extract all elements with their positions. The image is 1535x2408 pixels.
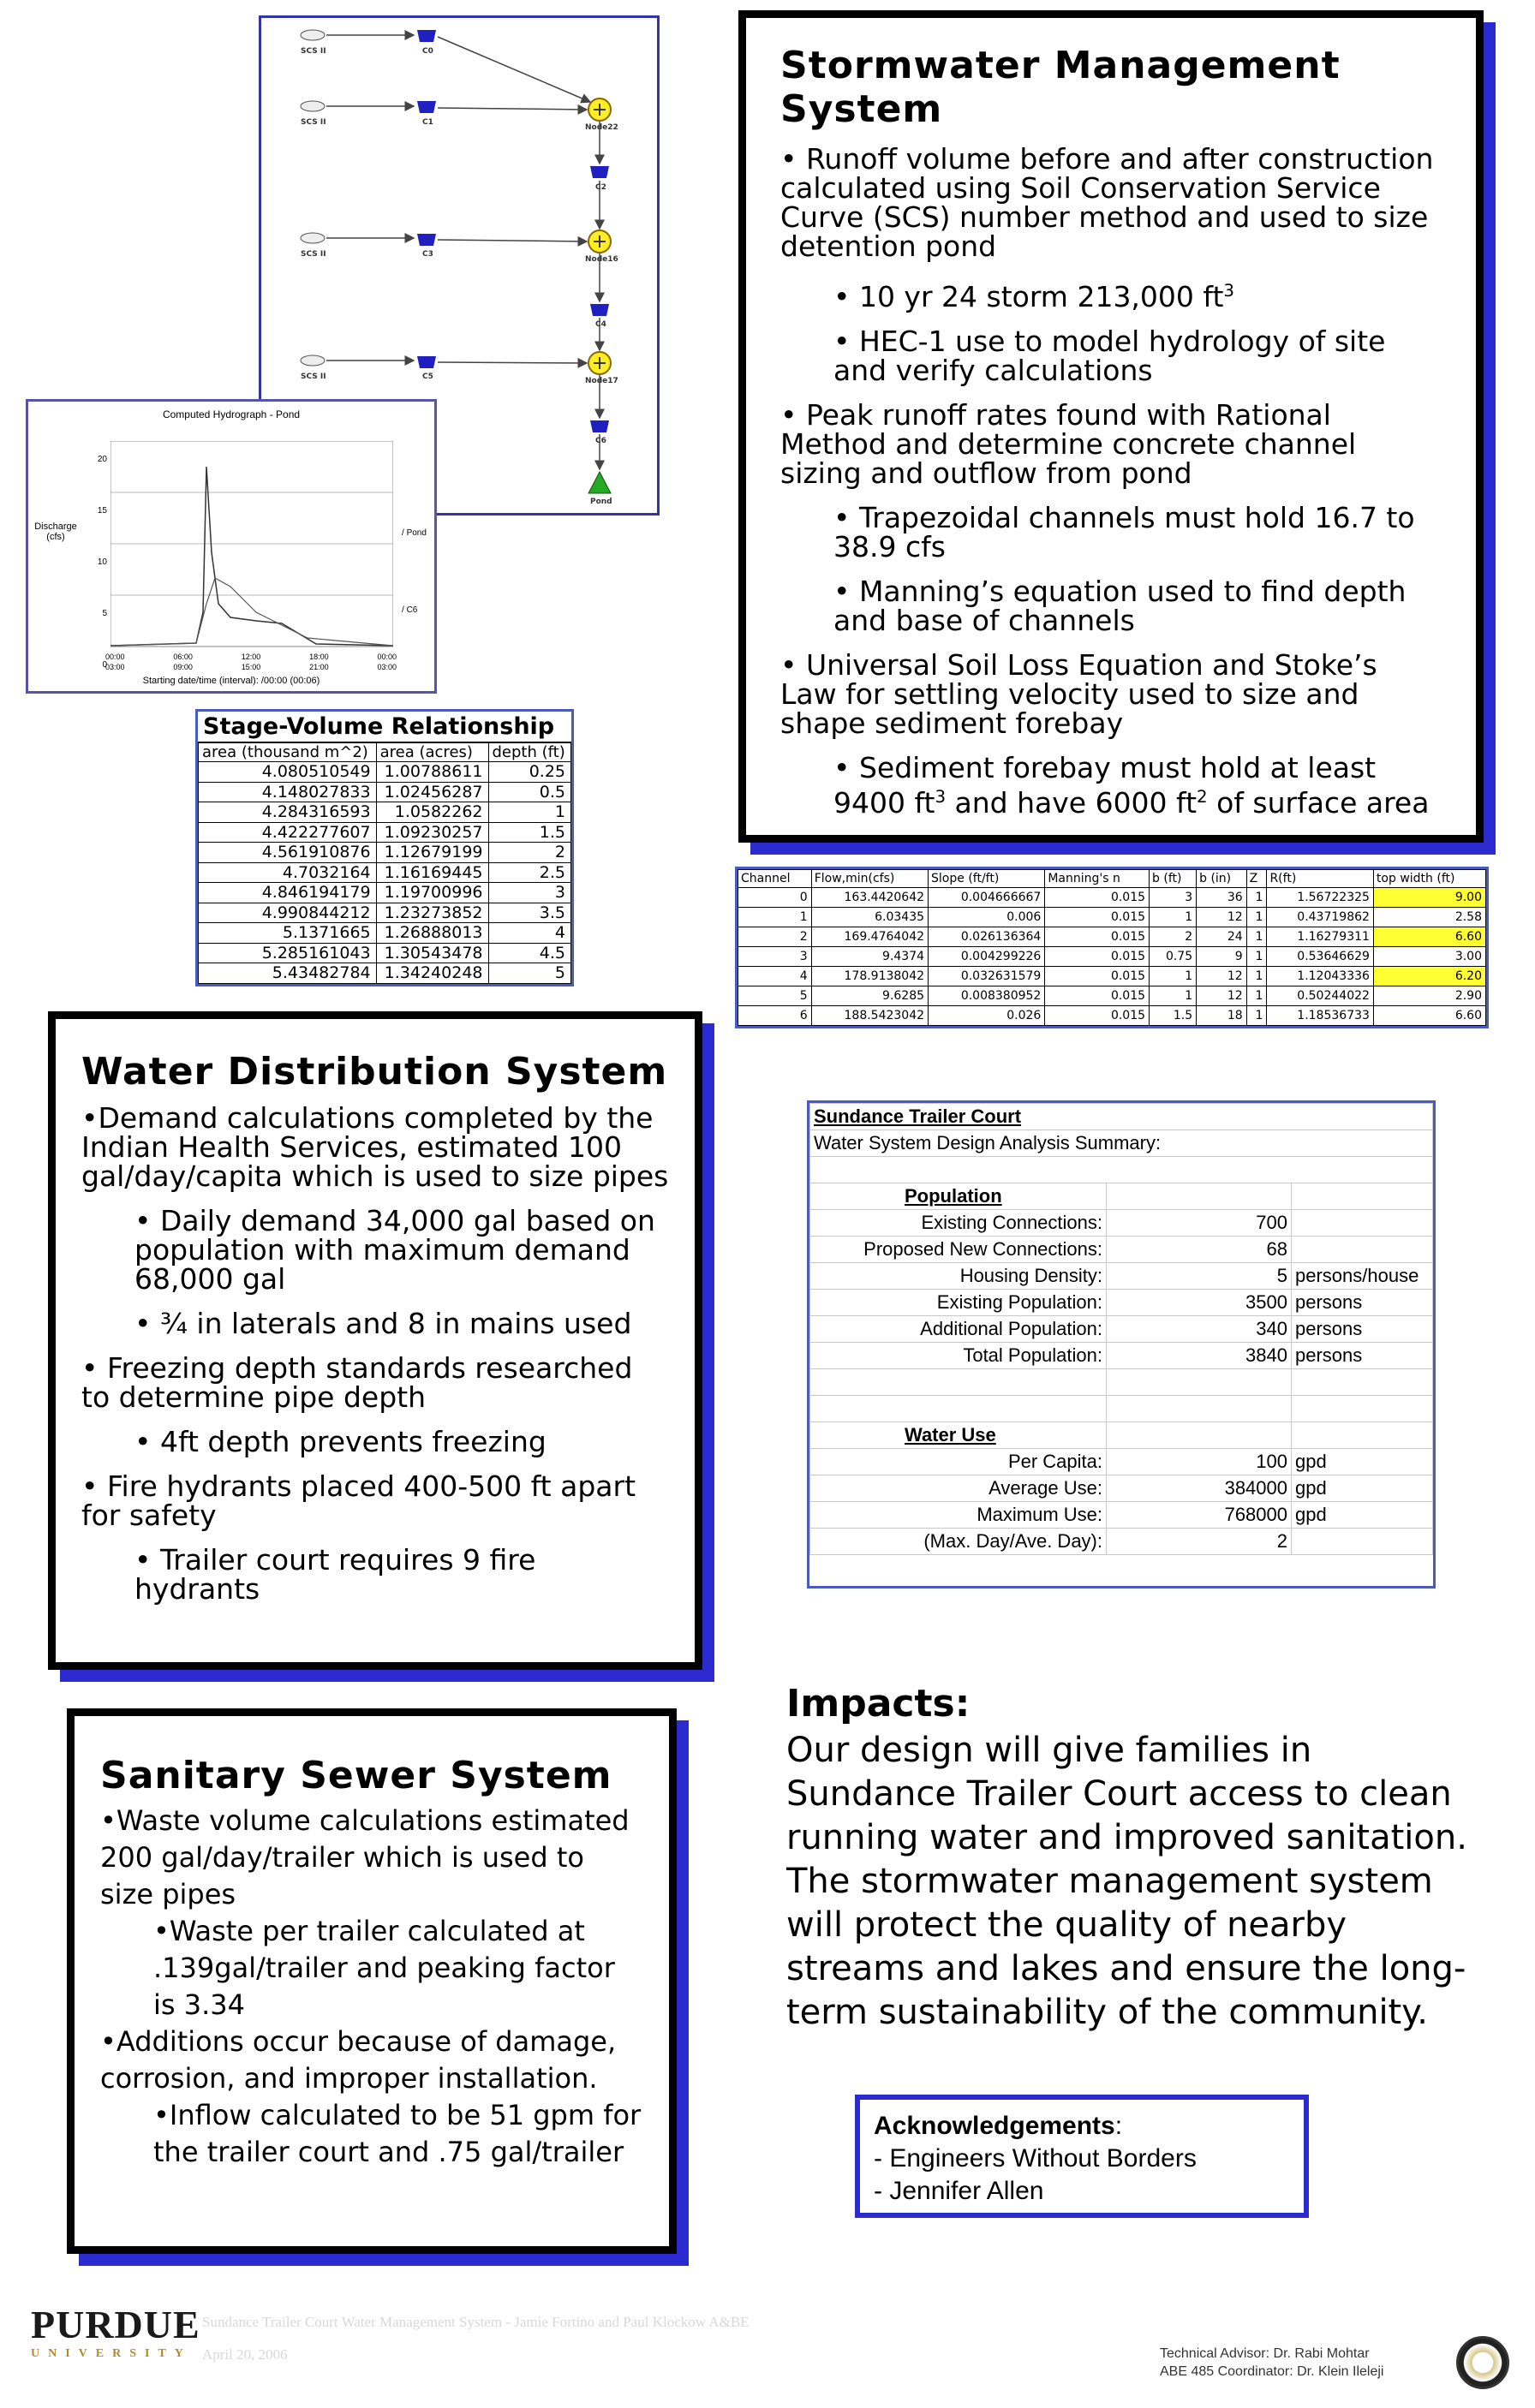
table-cell: 1.19700996: [376, 883, 488, 903]
table-row: [810, 1183, 1433, 1210]
advisors: [1160, 2345, 1383, 2381]
reach-label: C4: [595, 320, 606, 329]
row-label: (Max. Day/Ave. Day):: [810, 1529, 1107, 1555]
column-header: area (thousand m^2): [199, 743, 377, 762]
subbasin-label: SCS II: [301, 373, 326, 381]
table-row: [199, 782, 571, 802]
department-seal-icon: [1456, 2336, 1509, 2389]
table-cell: 2.58: [1373, 908, 1485, 927]
superscript: 3: [1223, 281, 1234, 301]
table-cell: 6.03435: [811, 908, 928, 927]
ytick-label: 15: [97, 506, 107, 516]
column-header: b (ft): [1150, 870, 1197, 888]
sub-bullet: [780, 277, 1442, 312]
table-cell: 0.032631579: [929, 967, 1045, 986]
stage-volume-table: [195, 709, 574, 986]
row-unit: gpd: [1292, 1449, 1433, 1475]
ytick-label: 5: [102, 609, 107, 618]
sub-bullet: • HEC-1 use to model hydrology of site and verify calculations: [833, 325, 1386, 387]
table-row: [810, 1157, 1433, 1183]
table-row: [810, 1210, 1433, 1237]
ytick-label: 20: [97, 455, 107, 464]
series-line-pond: [110, 467, 393, 646]
row-label: Proposed New Connections:: [810, 1237, 1107, 1263]
table-row: [810, 1263, 1433, 1290]
row-unit: [1292, 1210, 1433, 1237]
xtick-label: 03:00: [377, 663, 397, 671]
acknowledgement-item: - Engineers Without Borders: [874, 2144, 1197, 2173]
row-unit: [1292, 1237, 1433, 1263]
table-cell: 1.00788611: [376, 762, 488, 783]
outlet-label: Pond: [590, 498, 612, 506]
acknowledgement-item: - Jennifer Allen: [874, 2177, 1044, 2205]
table-cell: 1.16169445: [376, 862, 488, 883]
table-cell: 4.5: [488, 943, 571, 963]
table-cell: 0.015: [1045, 967, 1150, 986]
table-row: [199, 943, 571, 963]
table-cell: 1: [1246, 1006, 1267, 1026]
column-header: area (acres): [376, 743, 488, 762]
table-cell: 1.02456287: [376, 782, 488, 802]
acknowledgements-title: Acknowledgements: [874, 2112, 1115, 2140]
table-cell: 3: [488, 883, 571, 903]
sub-bullet: • Daily demand 34,000 gal based on population with maximum demand 68,000 gal: [134, 1204, 655, 1296]
column-header: Z: [1246, 870, 1267, 888]
legend-c6: / C6: [402, 605, 418, 615]
hydrograph-xticks: [105, 653, 397, 661]
subbasin-label: SCS II: [301, 118, 326, 127]
channel-table: [735, 867, 1489, 1028]
column-header: top width (ft): [1373, 870, 1485, 888]
table-header-row: [738, 870, 1486, 888]
table-cell: 1.5: [1150, 1006, 1197, 1026]
table-row: [199, 963, 571, 984]
impacts-title: Impacts:: [786, 1682, 971, 1726]
channel-grid: [738, 869, 1486, 1026]
hydrograph-ylabel: Discharge (cfs): [34, 522, 77, 542]
legend-label: C6: [406, 605, 418, 615]
row-label: Additional Population:: [810, 1316, 1107, 1343]
row-unit: persons: [1292, 1316, 1433, 1343]
table-cell: 2.5: [488, 862, 571, 883]
table-cell: 9.4374: [811, 947, 928, 967]
table-cell: [1292, 1422, 1433, 1449]
table-cell: 2: [738, 927, 812, 947]
table-row: [199, 802, 571, 823]
bullet: • Fire hydrants placed 400-500 ft apart for safety: [81, 1469, 636, 1532]
reach-label: C2: [595, 183, 606, 192]
row-label: Average Use:: [810, 1475, 1107, 1502]
table-cell: 36: [1197, 888, 1247, 908]
table-cell: 12: [1197, 908, 1247, 927]
table-row: [810, 1343, 1433, 1369]
bullet: •Additions occur because of damage, corrosion, and improper installation.: [100, 2025, 617, 2095]
purdue-logo: [31, 2302, 200, 2361]
table-cell: 5.1371665: [199, 923, 377, 944]
table-cell: 1: [1246, 967, 1267, 986]
table-cell: 2: [1150, 927, 1197, 947]
hydrograph-title: Computed Hydrograph - Pond: [162, 408, 301, 420]
logo-subtitle: UNIVERSITY: [31, 2347, 192, 2360]
table-cell: 6.20: [1373, 967, 1485, 986]
project-line: Sundance Trailer Court Water Management System - Jamie Fortino and Paul Klockow A&BE: [202, 2314, 750, 2330]
table-cell: 1.30543478: [376, 943, 488, 963]
table-cell: 4.561910876: [199, 843, 377, 863]
bullet-text: of surface area: [1207, 786, 1430, 820]
table-cell: 6.60: [1373, 1006, 1485, 1026]
xtick-label: 18:00: [309, 653, 329, 661]
table-row: [199, 843, 571, 863]
row-value: 3840: [1107, 1343, 1292, 1369]
row-label: Maximum Use:: [810, 1502, 1107, 1529]
reach-label: C3: [422, 250, 433, 259]
hydrograph-plot: [110, 441, 393, 650]
table-cell: 18: [1197, 1006, 1247, 1026]
table-cell: 0.026136364: [929, 927, 1045, 947]
row-unit: gpd: [1292, 1502, 1433, 1529]
table-cell: 4.422277607: [199, 822, 377, 843]
table-row: [199, 923, 571, 944]
reach-label: C6: [595, 437, 606, 445]
table-cell: 0.50244022: [1267, 986, 1373, 1006]
xtick-label: 00:00: [105, 653, 125, 661]
junction-label: Node17: [585, 377, 618, 385]
table-cell: 3.5: [488, 903, 571, 923]
sub-bullet: • 4ft depth prevents freezing: [134, 1425, 547, 1458]
bullet-text: • 10 yr 24 storm 213,000 ft: [833, 280, 1224, 313]
table-cell: [1107, 1369, 1292, 1396]
table-cell: 0.026: [929, 1006, 1045, 1026]
xtick-label: 12:00: [241, 653, 261, 661]
table-cell: 178.9138042: [811, 967, 928, 986]
table-row: [199, 883, 571, 903]
table-cell: 169.4764042: [811, 927, 928, 947]
poster-date: April 20, 2006: [202, 2346, 288, 2363]
row-label: Per Capita:: [810, 1449, 1107, 1475]
water-summary-grid: [809, 1103, 1433, 1555]
table-cell: 4: [488, 923, 571, 944]
row-unit: persons/house: [1292, 1263, 1433, 1290]
bullet: •Demand calculations completed by the Indian Health Services, estimated 100 gal/day/capita which is used to size pipes: [81, 1101, 669, 1193]
sheet-title: Sundance Trailer Court: [810, 1104, 1433, 1130]
table-row: [199, 822, 571, 843]
sub-bullet: • ¾ in laterals and 8 in mains used: [134, 1307, 632, 1340]
row-unit: gpd: [1292, 1475, 1433, 1502]
table-cell: 0.004299226: [929, 947, 1045, 967]
table-cell: 1.56722325: [1267, 888, 1373, 908]
row-value: 3500: [1107, 1290, 1292, 1316]
row-value: 100: [1107, 1449, 1292, 1475]
table-cell: 3: [1150, 888, 1197, 908]
table-cell: 1: [1246, 908, 1267, 927]
table-cell: 9.00: [1373, 888, 1485, 908]
sub-bullet: •Waste per trailer calculated at .139gal/trailer and peaking factor is 3.34: [153, 1915, 615, 2021]
table-cell: 4.080510549: [199, 762, 377, 783]
group-header: Water Use: [810, 1422, 1107, 1449]
table-row: [738, 1006, 1486, 1026]
table-cell: 5: [488, 963, 571, 984]
water-summary-sheet: [807, 1100, 1436, 1588]
sub-bullet: •Inflow calculated to be 51 gpm for the trailer court and .75 gal/trailer: [153, 2099, 642, 2168]
table-cell: 0.5: [488, 782, 571, 802]
subbasin-label: SCS II: [301, 250, 326, 259]
table-cell: 5.43482784: [199, 963, 377, 984]
table-cell: 0.53646629: [1267, 947, 1373, 967]
junction-label: Node22: [585, 123, 618, 132]
table-cell: 12: [1197, 967, 1247, 986]
table-cell: [1107, 1396, 1292, 1422]
table-cell: 2.90: [1373, 986, 1485, 1006]
bullet: • Universal Soil Loss Equation and Stoke’s Law for settling velocity used to size and shape sediment forebay: [780, 648, 1377, 740]
table-cell: 1: [1246, 986, 1267, 1006]
table-cell: 163.4420642: [811, 888, 928, 908]
stormwater-section: [738, 10, 1484, 843]
table-row: [810, 1316, 1433, 1343]
impacts-section: [786, 1682, 1472, 2035]
table-cell: 4.990844212: [199, 903, 377, 923]
acknowledgements-heading: [874, 2110, 1290, 2143]
table-row: [738, 927, 1486, 947]
table-cell: [810, 1396, 1107, 1422]
reach-label: C0: [422, 47, 433, 56]
table-cell: 1: [1150, 908, 1197, 927]
table-row: [810, 1104, 1433, 1130]
table-cell: 0: [738, 888, 812, 908]
row-label: Existing Connections:: [810, 1210, 1107, 1237]
bullet: • Freezing depth standards researched to determine pipe depth: [81, 1351, 633, 1414]
table-row: [738, 986, 1486, 1006]
reach-label: C5: [422, 373, 433, 381]
course-coordinator: ABE 485 Coordinator: Dr. Klein Ileleji: [1160, 2364, 1384, 2379]
xtick-label: 09:00: [173, 663, 193, 671]
table-cell: 0.004666667: [929, 888, 1045, 908]
table-row: [810, 1290, 1433, 1316]
column-header: R(ft): [1267, 870, 1373, 888]
bullet: • Runoff volume before and after construction calculated using Soil Conservation Service Curve (SCS) number method and used to size detention pond: [780, 142, 1434, 263]
hydrograph-xticks-row2: [105, 663, 397, 671]
table-cell: 1: [488, 802, 571, 823]
table-cell: 1: [1150, 986, 1197, 1006]
acknowledgements-box: [855, 2095, 1309, 2218]
table-cell: 3.00: [1373, 947, 1485, 967]
row-value: 384000: [1107, 1475, 1292, 1502]
table-row: [738, 888, 1486, 908]
table-cell: 1.09230257: [376, 822, 488, 843]
impacts-text: Our design will give families in Sundance Trailer Court access to clean running water and improved sanitation. The stormwater management system will protect the quality of nearby streams and lakes and ensure the long-term sustainability of the community.: [786, 1731, 1467, 2032]
table-row: [810, 1502, 1433, 1529]
table-cell: [1107, 1422, 1292, 1449]
table-cell: 0.015: [1045, 888, 1150, 908]
column-header: Manning's n: [1045, 870, 1150, 888]
reach-label: C1: [422, 118, 433, 127]
table-cell: 0.75: [1150, 947, 1197, 967]
group-header: Population: [810, 1183, 1107, 1210]
row-value: 2: [1107, 1529, 1292, 1555]
column-header: Flow,min(cfs): [811, 870, 928, 888]
table-cell: 1: [1246, 888, 1267, 908]
table-cell: [810, 1157, 1433, 1183]
table-row: [810, 1396, 1433, 1422]
table-cell: 4: [738, 967, 812, 986]
table-cell: 0.25: [488, 762, 571, 783]
table-cell: 6.60: [1373, 927, 1485, 947]
table-cell: 0.43719862: [1267, 908, 1373, 927]
xtick-label: 03:00: [105, 663, 125, 671]
row-label: Total Population:: [810, 1343, 1107, 1369]
table-cell: 4.148027833: [199, 782, 377, 802]
sheet-subtitle: Water System Design Analysis Summary:: [810, 1130, 1433, 1157]
table-cell: 1.0582262: [376, 802, 488, 823]
xtick-label: 06:00: [173, 653, 193, 661]
legend-label: Pond: [406, 528, 427, 538]
series-line-c6: [110, 578, 393, 646]
sub-bullet: • Manning’s equation used to find depth and base of channels: [833, 575, 1407, 637]
table-cell: 0.015: [1045, 908, 1150, 927]
table-row: [738, 967, 1486, 986]
table-cell: [1292, 1396, 1433, 1422]
table-cell: 9: [1197, 947, 1247, 967]
table-cell: 1.26888013: [376, 923, 488, 944]
table-cell: 1.23273852: [376, 903, 488, 923]
table-cell: 0.008380952: [929, 986, 1045, 1006]
table-row: [810, 1422, 1433, 1449]
hydrograph-xlabel: Starting date/time (interval): /00:00 (00:06): [142, 676, 320, 686]
table-cell: 1: [738, 908, 812, 927]
table-row: [738, 908, 1486, 927]
bullet-text: • Sediment forebay must hold at least 9400 ft: [833, 751, 1377, 820]
xtick-label: 15:00: [241, 663, 261, 671]
table-row: [810, 1237, 1433, 1263]
row-unit: persons: [1292, 1343, 1433, 1369]
table-cell: 5: [738, 986, 812, 1006]
table-cell: [810, 1369, 1107, 1396]
junction-label: Node16: [585, 255, 618, 264]
column-header: b (in): [1197, 870, 1247, 888]
table-cell: 1.16279311: [1267, 927, 1373, 947]
row-value: 340: [1107, 1316, 1292, 1343]
xtick-label: 21:00: [309, 663, 329, 671]
table-cell: [1107, 1183, 1292, 1210]
table-cell: 1: [1150, 967, 1197, 986]
row-label: Housing Density:: [810, 1263, 1107, 1290]
table-row: [199, 762, 571, 783]
stage-volume-title: Stage-Volume Relationship: [198, 712, 571, 742]
column-header: depth (ft): [488, 743, 571, 762]
table-row: [199, 862, 571, 883]
colon: :: [1114, 2112, 1123, 2140]
row-value: 700: [1107, 1210, 1292, 1237]
hydrograph-yticks: [90, 434, 107, 691]
table-row: [810, 1449, 1433, 1475]
subbasin-label: SCS II: [301, 47, 326, 56]
table-row: [199, 903, 571, 923]
table-cell: 2: [488, 843, 571, 863]
row-value: 5: [1107, 1263, 1292, 1290]
column-header: Channel: [738, 870, 812, 888]
table-cell: 1.12679199: [376, 843, 488, 863]
table-cell: 0.006: [929, 908, 1045, 927]
table-row: [810, 1369, 1433, 1396]
logo-wordmark: PURDUE: [31, 2303, 200, 2346]
sub-bullet: [780, 751, 1442, 820]
bullet-text: and have 6000 ft: [946, 786, 1198, 820]
table-cell: 5.285161043: [199, 943, 377, 963]
table-row: [810, 1130, 1433, 1157]
table-cell: [1292, 1183, 1433, 1210]
table-row: [810, 1529, 1433, 1555]
xtick-label: 00:00: [377, 653, 397, 661]
row-value: 68: [1107, 1237, 1292, 1263]
table-cell: 0.015: [1045, 1006, 1150, 1026]
table-cell: 188.5423042: [811, 1006, 928, 1026]
table-cell: [1292, 1369, 1433, 1396]
row-unit: [1292, 1529, 1433, 1555]
superscript: 3: [935, 787, 947, 807]
stage-volume-grid: [198, 742, 571, 984]
table-cell: 0.015: [1045, 947, 1150, 967]
table-cell: 4.846194179: [199, 883, 377, 903]
legend-pond: / Pond: [402, 528, 427, 538]
table-cell: 4.284316593: [199, 802, 377, 823]
table-row: [738, 947, 1486, 967]
row-unit: persons: [1292, 1290, 1433, 1316]
table-row: [810, 1475, 1433, 1502]
sub-bullet: • Trailer court requires 9 fire hydrants: [134, 1543, 536, 1606]
section-title: Stormwater Management System: [780, 44, 1341, 131]
table-cell: 1: [1246, 927, 1267, 947]
section-title: Water Distribution System: [81, 1050, 668, 1094]
hydrograph-panel: [26, 399, 437, 694]
table-cell: 6: [738, 1006, 812, 1026]
table-cell: 1: [1246, 947, 1267, 967]
table-cell: 1.5: [488, 822, 571, 843]
column-header: Slope (ft/ft): [929, 870, 1045, 888]
bullet: • Peak runoff rates found with Rational Method and determine concrete channel sizing and outflow from pond: [780, 398, 1357, 490]
table-cell: 3: [738, 947, 812, 967]
bullet: •Waste volume calculations estimated 200 gal/day/trailer which is used to size pipes: [100, 1804, 630, 1910]
water-distribution-section: [48, 1011, 702, 1670]
table-cell: 4.7032164: [199, 862, 377, 883]
sanitary-sewer-section: [67, 1708, 677, 2254]
superscript: 2: [1197, 787, 1208, 807]
row-value: 768000: [1107, 1502, 1292, 1529]
ytick-label: 10: [97, 557, 107, 567]
table-cell: 1.12043336: [1267, 967, 1373, 986]
table-cell: 24: [1197, 927, 1247, 947]
table-cell: 1.34240248: [376, 963, 488, 984]
technical-advisor: Technical Advisor: Dr. Rabi Mohtar: [1160, 2346, 1370, 2361]
table-cell: 12: [1197, 986, 1247, 1006]
table-cell: 0.015: [1045, 986, 1150, 1006]
table-cell: 1.18536733: [1267, 1006, 1373, 1026]
table-cell: 0.015: [1045, 927, 1150, 947]
sub-bullet: • Trapezoidal channels must hold 16.7 to 38.9 cfs: [833, 501, 1415, 563]
row-label: Existing Population:: [810, 1290, 1107, 1316]
table-header-row: [199, 743, 571, 762]
ytick-label: 0: [102, 660, 107, 670]
table-cell: 9.6285: [811, 986, 928, 1006]
section-title: Sanitary Sewer System: [100, 1754, 612, 1797]
